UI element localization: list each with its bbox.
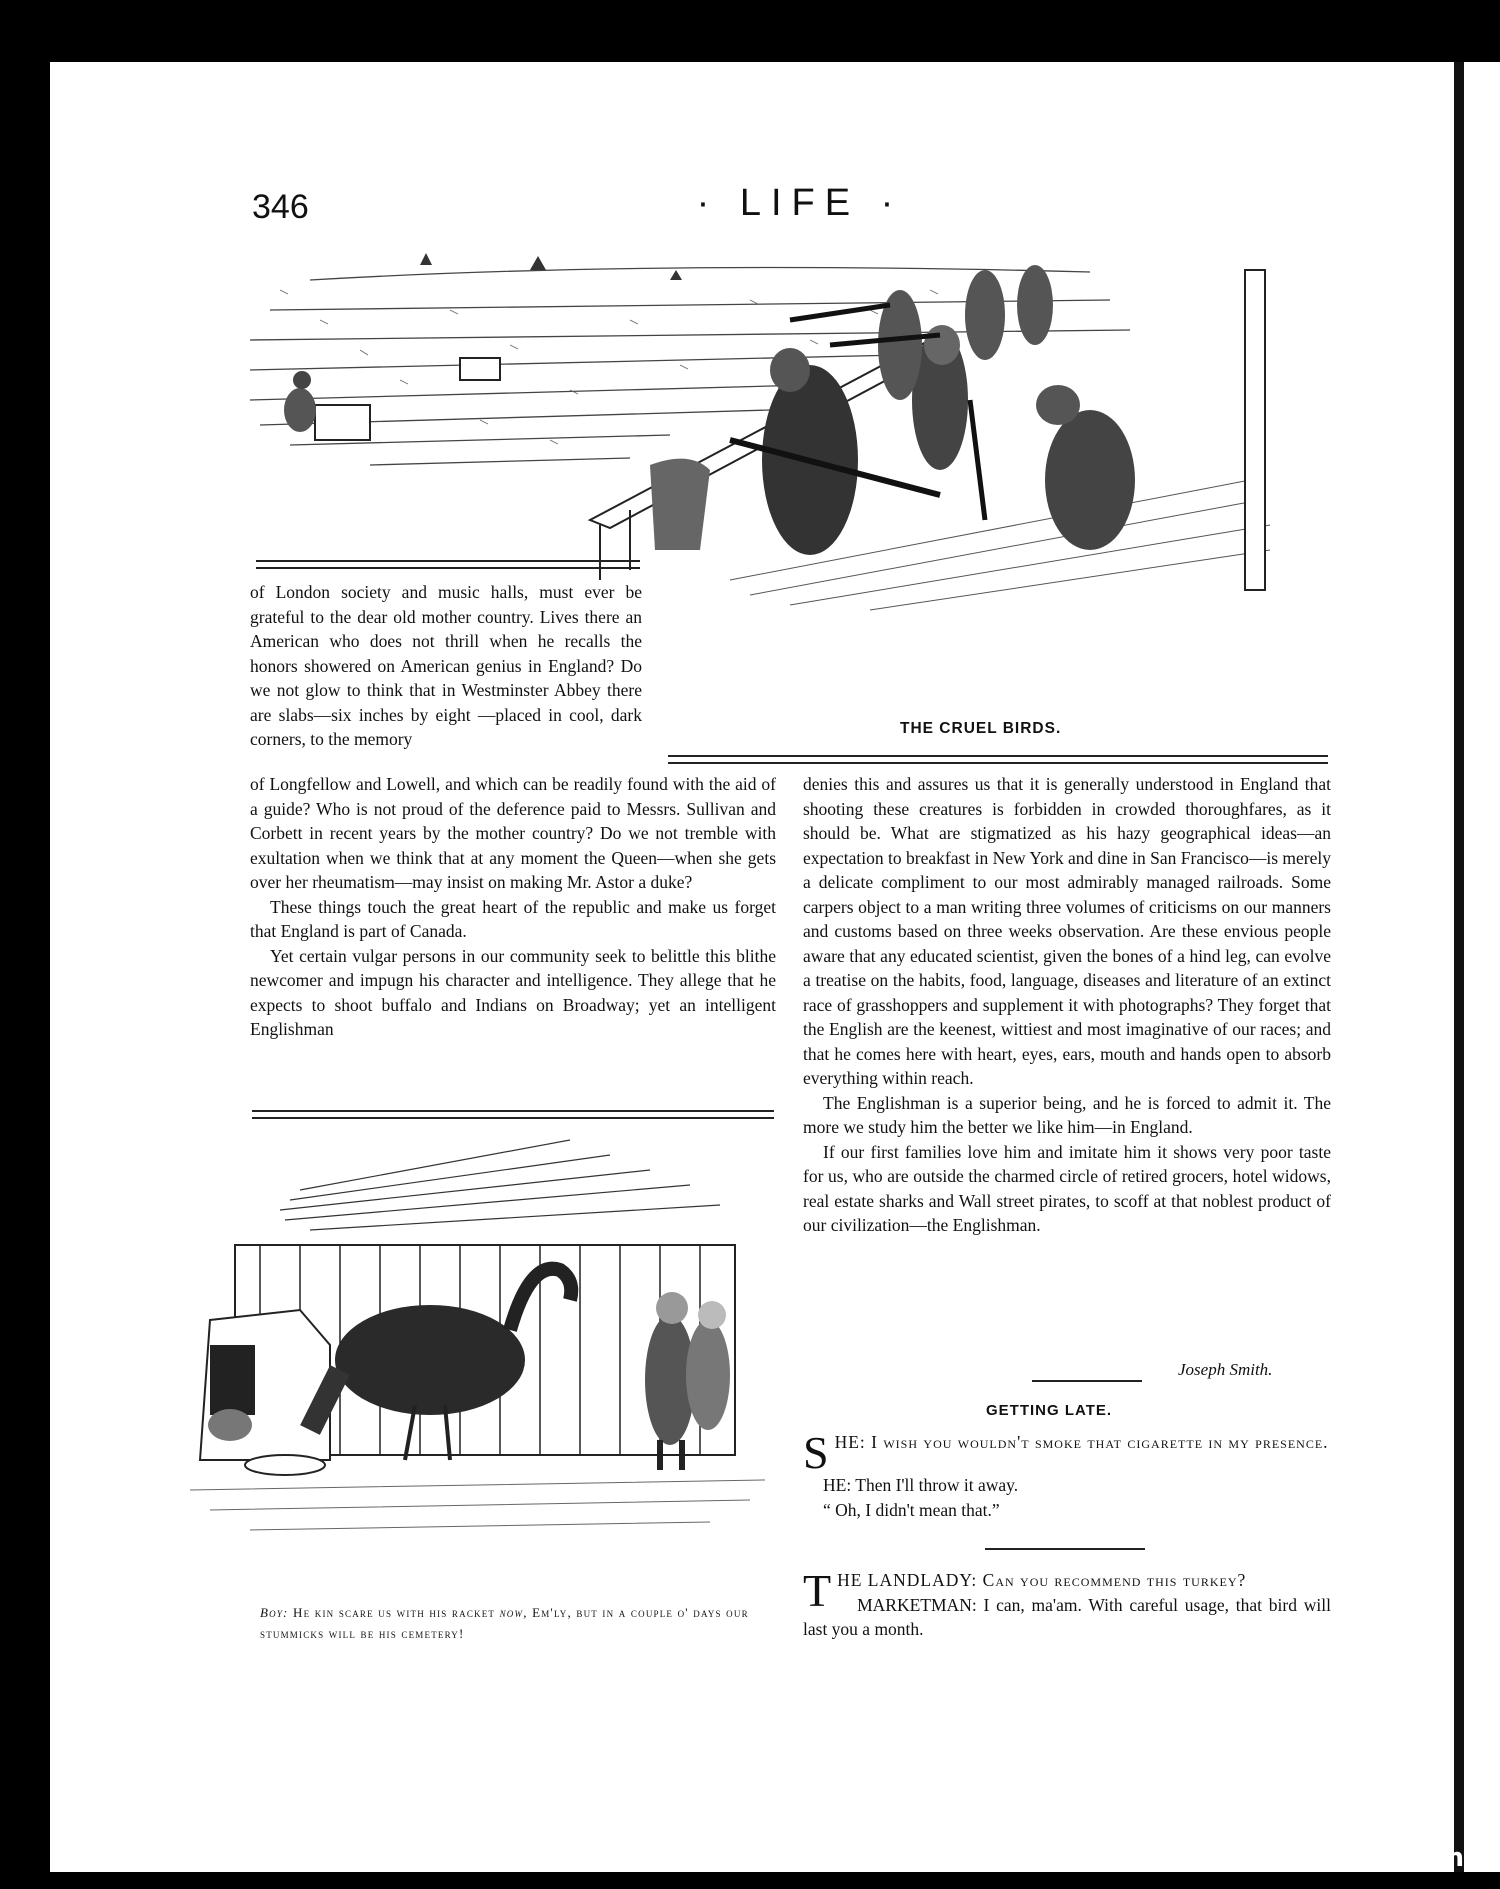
cruel-birds-caption: THE CRUEL BIRDS.	[900, 720, 1062, 737]
column-rule	[252, 1110, 774, 1119]
author-signature: Joseph Smith.	[1178, 1360, 1273, 1379]
article-paragraph: denies this and assures us that it is generally understood in England that shooting these creatures is forbidden in crowded thoroughfares, as it should be. What are stigmatized as his hazy geographical ideas—an expectation to breakfast in New York and dine in San Francisco—is merely a delicate compliment to our most admirably managed railroads. Some carpers object to a man writing three volumes of criticisms on our manners and customs based on three weeks observation. Are these envious people aware that any educated scientist, given the bones of a hind leg, can evolve a treatise on the habits, food, language, diseases and literature of an extinct race of grasshoppers and supplement it with photographs? They forget that the English are the keenest, wittiest and most imaginative of our races; and that he comes here with heart, eyes, ears, mouth and hands open to absorb everything within reach.	[803, 774, 1331, 1088]
article-paragraph: If our first families love him and imitate him it shows very poor taste for us, who are outside the charmed circle of retired grocers, hotel widows, real estate sharks and Wall street pirates, to scoff at that noblest product of our civilization—the Englishman.	[803, 1141, 1331, 1235]
article-paragraph: These things touch the great heart of the republic and make us forget that England is part of Canada.	[250, 896, 776, 941]
article-col1	[250, 772, 776, 1042]
section-divider	[985, 1548, 1145, 1550]
article-paragraph: of London society and music halls, must ever be grateful to the dear old mother country. Lives there an American who does not thrill when he recalls the honors showered on American genius in England? Do we not glow to think that in Westminster Abbey there are slabs—six inches by eight —placed in cool, dark corners, to the memory	[250, 582, 642, 749]
joke-line: MARKETMAN: I can, ma'am. With careful usage, that bird will last you a month.	[803, 1594, 1331, 1639]
article-col1-top	[250, 580, 642, 752]
joke-line: HE: Then I'll throw it away.	[823, 1475, 1019, 1495]
joke-title: GETTING LATE.	[986, 1402, 1113, 1419]
caption-speaker: Boy:	[260, 1605, 289, 1620]
page-number: 346	[252, 188, 309, 226]
drop-cap: T	[803, 1565, 832, 1616]
turkey-caption: Boy: He kin scare us with his racket now, Em'ly, but in a couple o' days our stummicks will be his cemetery!	[260, 1605, 749, 1641]
joke-getting-late	[803, 1427, 1331, 1522]
joke-landlady	[803, 1565, 1331, 1642]
next-page-edge	[1454, 62, 1500, 1872]
article-col2	[803, 772, 1331, 1238]
section-divider	[1032, 1380, 1142, 1382]
joke-line: THE LANDLADY: Can you recommend this turkey?	[803, 1565, 1247, 1616]
joke-line: “ Oh, I didn't mean that.”	[823, 1499, 1000, 1520]
joke-line: SHE: I wish you wouldn't smoke that cigarette in my presence.	[803, 1427, 1329, 1478]
turkey-illustration	[190, 1130, 765, 1595]
article-paragraph: The Englishman is a superior being, and he is forced to admit it. The more we study him the better we like him—in England.	[803, 1092, 1331, 1137]
drop-cap: S	[803, 1427, 829, 1478]
column-rule	[668, 755, 1328, 764]
masthead: · LIFE ·	[696, 182, 904, 224]
column-rule	[256, 560, 640, 569]
article-paragraph: Yet certain vulgar persons in our community seek to belittle this blithe newcomer and impugn his character and intelligence. They allege that he expects to shoot buffalo and Indians on Broadway; yet an intelligent Englishman	[250, 945, 776, 1039]
watermark: comicbooks.com	[1222, 1843, 1465, 1873]
article-paragraph: of Longfellow and Lowell, and which can be readily found with the aid of a guide? Who is not proud of the deference paid to Messrs. Sullivan and Corbett in recent years by the mother country? Do we not tremble with exultation when we think that at any moment the Queen—when she gets over her rheumatism—may insist on making Mr. Astor a duke?	[250, 774, 776, 892]
